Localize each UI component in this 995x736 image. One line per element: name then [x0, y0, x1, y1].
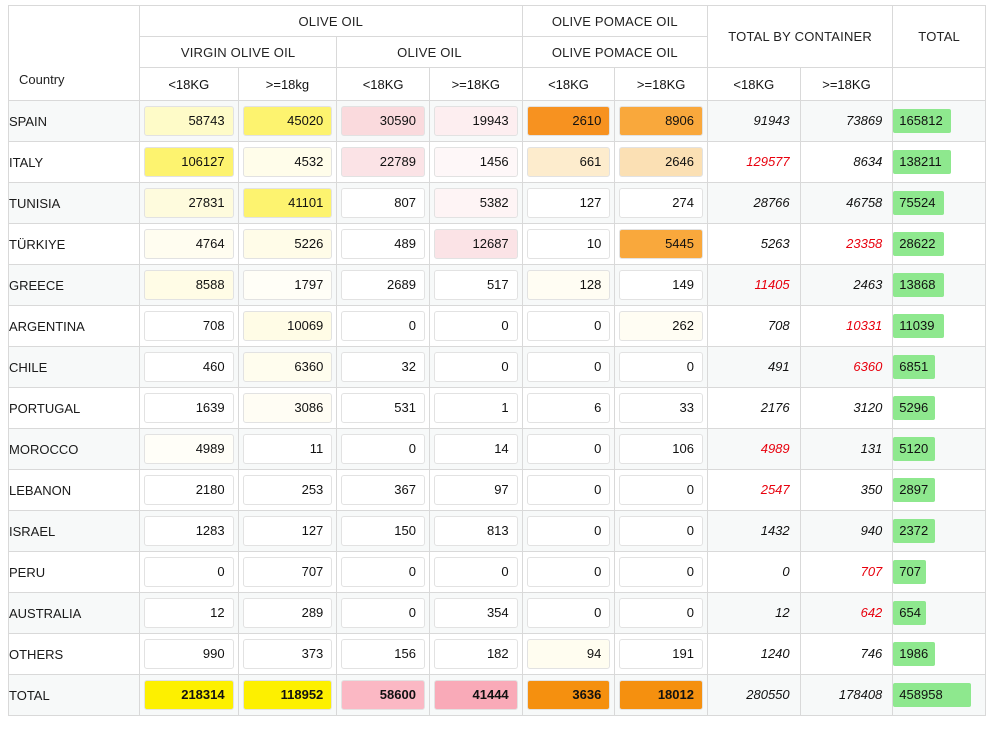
- row-value-cell: 127: [522, 183, 615, 224]
- row-value-cell: 0: [615, 552, 708, 593]
- row-value-cell: 0: [429, 347, 522, 388]
- row-value-cell: 182: [429, 634, 522, 675]
- row-country-label: PORTUGAL: [9, 388, 140, 429]
- table-row: [9, 552, 986, 593]
- row-value-cell: 6: [522, 388, 615, 429]
- row-value-cell: 990: [139, 634, 238, 675]
- row-value-cell: 707: [238, 552, 337, 593]
- row-value-cell: 27831: [139, 183, 238, 224]
- row-value-cell: 0: [522, 470, 615, 511]
- row-value-cell: 0: [522, 593, 615, 634]
- header-total-blank: [893, 68, 986, 101]
- table-row: [9, 470, 986, 511]
- row-value-cell: 94: [522, 634, 615, 675]
- header-unit-pomace-lt18kg: <18KG: [522, 68, 615, 101]
- row-value-cell: 661: [522, 142, 615, 183]
- row-value-cell: 354: [429, 593, 522, 634]
- row-value-cell: 5296: [893, 388, 986, 429]
- row-country-label: ISRAEL: [9, 511, 140, 552]
- row-value-cell: 1456: [429, 142, 522, 183]
- header-group-total: TOTAL: [893, 6, 986, 68]
- row-value-cell: 10331: [800, 306, 893, 347]
- row-value-cell: 33: [615, 388, 708, 429]
- row-value-cell: 10: [522, 224, 615, 265]
- table-body: [9, 101, 986, 716]
- row-value-cell: 45020: [238, 101, 337, 142]
- row-value-cell: 4532: [238, 142, 337, 183]
- row-value-cell: 940: [800, 511, 893, 552]
- row-value-cell: 2646: [615, 142, 708, 183]
- row-value-cell: 289: [238, 593, 337, 634]
- row-value-cell: 12: [707, 593, 800, 634]
- row-value-cell: 5382: [429, 183, 522, 224]
- row-value-cell: 149: [615, 265, 708, 306]
- row-value-cell: 91943: [707, 101, 800, 142]
- row-value-cell: 8906: [615, 101, 708, 142]
- header-unit-container-ge18kg: >=18KG: [800, 68, 893, 101]
- table-row: [9, 183, 986, 224]
- header-group-olive-oil: OLIVE OIL: [139, 6, 522, 37]
- row-value-cell: 0: [429, 552, 522, 593]
- row-value-cell: 0: [615, 511, 708, 552]
- row-value-cell: 4989: [707, 429, 800, 470]
- header-subgroup-olive-oil: OLIVE OIL: [337, 37, 522, 68]
- table-row: [9, 101, 986, 142]
- row-value-cell: 373: [238, 634, 337, 675]
- row-value-cell: 28766: [707, 183, 800, 224]
- header-row-group-top: [9, 6, 986, 37]
- row-value-cell: 2689: [337, 265, 430, 306]
- row-value-cell: 274: [615, 183, 708, 224]
- row-value-cell: 156: [337, 634, 430, 675]
- row-value-cell: 2610: [522, 101, 615, 142]
- row-value-cell: 0: [429, 306, 522, 347]
- header-unit-pomace-ge18kg: >=18KG: [615, 68, 708, 101]
- table-row: [9, 675, 986, 716]
- header-row-units: [9, 68, 986, 101]
- row-value-cell: 73869: [800, 101, 893, 142]
- table-row: [9, 142, 986, 183]
- row-value-cell: 0: [522, 429, 615, 470]
- row-value-cell: 642: [800, 593, 893, 634]
- row-value-cell: 178408: [800, 675, 893, 716]
- row-value-cell: 2180: [139, 470, 238, 511]
- row-value-cell: 1432: [707, 511, 800, 552]
- row-value-cell: 129577: [707, 142, 800, 183]
- row-value-cell: 6360: [238, 347, 337, 388]
- table-header: [9, 6, 986, 101]
- row-value-cell: 0: [337, 593, 430, 634]
- row-value-cell: 106: [615, 429, 708, 470]
- table-row: [9, 634, 986, 675]
- header-country-label: Country: [9, 14, 139, 93]
- row-value-cell: 97: [429, 470, 522, 511]
- row-value-cell: 32: [337, 347, 430, 388]
- row-value-cell: 18012: [615, 675, 708, 716]
- row-value-cell: 1639: [139, 388, 238, 429]
- row-value-cell: 3120: [800, 388, 893, 429]
- row-value-cell: 13868: [893, 265, 986, 306]
- row-value-cell: 131: [800, 429, 893, 470]
- header-subgroup-virgin-olive-oil: VIRGIN OLIVE OIL: [139, 37, 336, 68]
- row-value-cell: 8588: [139, 265, 238, 306]
- row-value-cell: 4989: [139, 429, 238, 470]
- row-value-cell: 253: [238, 470, 337, 511]
- row-value-cell: 12: [139, 593, 238, 634]
- row-country-label: ITALY: [9, 142, 140, 183]
- row-value-cell: 58743: [139, 101, 238, 142]
- row-value-cell: 531: [337, 388, 430, 429]
- row-country-label: TOTAL: [9, 675, 140, 716]
- row-value-cell: 1797: [238, 265, 337, 306]
- row-value-cell: 0: [337, 429, 430, 470]
- row-value-cell: 2176: [707, 388, 800, 429]
- table-row: [9, 388, 986, 429]
- row-value-cell: 127: [238, 511, 337, 552]
- row-value-cell: 0: [139, 552, 238, 593]
- row-value-cell: 11: [238, 429, 337, 470]
- header-unit-oliveoil-lt18kg: <18KG: [337, 68, 430, 101]
- row-value-cell: 262: [615, 306, 708, 347]
- row-value-cell: 367: [337, 470, 430, 511]
- row-value-cell: 5120: [893, 429, 986, 470]
- row-value-cell: 707: [893, 552, 986, 593]
- table-row: [9, 429, 986, 470]
- data-table: [8, 5, 986, 716]
- row-value-cell: 0: [615, 347, 708, 388]
- table-row: [9, 265, 986, 306]
- row-value-cell: 58600: [337, 675, 430, 716]
- row-value-cell: 0: [615, 470, 708, 511]
- row-value-cell: 106127: [139, 142, 238, 183]
- row-country-label: MOROCCO: [9, 429, 140, 470]
- row-value-cell: 0: [615, 593, 708, 634]
- row-country-label: PERU: [9, 552, 140, 593]
- row-value-cell: 350: [800, 470, 893, 511]
- header-group-total-by-container: TOTAL BY CONTAINER: [707, 6, 892, 68]
- row-value-cell: 165812: [893, 101, 986, 142]
- row-value-cell: 489: [337, 224, 430, 265]
- row-value-cell: 6851: [893, 347, 986, 388]
- row-country-label: LEBANON: [9, 470, 140, 511]
- row-value-cell: 0: [337, 552, 430, 593]
- row-value-cell: 11039: [893, 306, 986, 347]
- row-value-cell: 0: [337, 306, 430, 347]
- header-corner-blank: [9, 6, 140, 101]
- row-value-cell: 128: [522, 265, 615, 306]
- row-value-cell: 41101: [238, 183, 337, 224]
- header-unit-container-lt18kg: <18KG: [707, 68, 800, 101]
- row-value-cell: 75524: [893, 183, 986, 224]
- row-value-cell: 41444: [429, 675, 522, 716]
- row-country-label: OTHERS: [9, 634, 140, 675]
- header-unit-virgin-lt18kg: <18KG: [139, 68, 238, 101]
- row-value-cell: 5263: [707, 224, 800, 265]
- olive-oil-imports-table: [8, 5, 986, 733]
- row-value-cell: 1: [429, 388, 522, 429]
- row-value-cell: 3636: [522, 675, 615, 716]
- table-row: [9, 224, 986, 265]
- header-unit-virgin-ge18kg: >=18kg: [238, 68, 337, 101]
- row-value-cell: 460: [139, 347, 238, 388]
- row-value-cell: 150: [337, 511, 430, 552]
- row-value-cell: 118952: [238, 675, 337, 716]
- row-value-cell: 191: [615, 634, 708, 675]
- table-row: [9, 347, 986, 388]
- row-country-label: TUNISIA: [9, 183, 140, 224]
- row-country-label: CHILE: [9, 347, 140, 388]
- row-value-cell: 807: [337, 183, 430, 224]
- row-value-cell: 0: [522, 347, 615, 388]
- row-country-label: ARGENTINA: [9, 306, 140, 347]
- row-value-cell: 30590: [337, 101, 430, 142]
- row-value-cell: 5445: [615, 224, 708, 265]
- row-value-cell: 280550: [707, 675, 800, 716]
- header-subgroup-olive-pomace-oil: OLIVE POMACE OIL: [522, 37, 707, 68]
- row-value-cell: 0: [522, 511, 615, 552]
- row-value-cell: 23358: [800, 224, 893, 265]
- row-value-cell: 1283: [139, 511, 238, 552]
- row-value-cell: 3086: [238, 388, 337, 429]
- row-value-cell: 10069: [238, 306, 337, 347]
- row-value-cell: 0: [707, 552, 800, 593]
- row-country-label: SPAIN: [9, 101, 140, 142]
- row-value-cell: 12687: [429, 224, 522, 265]
- table-row: [9, 511, 986, 552]
- row-value-cell: 6360: [800, 347, 893, 388]
- row-value-cell: 0: [522, 306, 615, 347]
- row-value-cell: 11405: [707, 265, 800, 306]
- row-value-cell: 22789: [337, 142, 430, 183]
- row-value-cell: 218314: [139, 675, 238, 716]
- row-value-cell: 2547: [707, 470, 800, 511]
- header-group-olive-pomace-oil: OLIVE POMACE OIL: [522, 6, 707, 37]
- row-country-label: AUSTRALIA: [9, 593, 140, 634]
- row-value-cell: 0: [522, 552, 615, 593]
- row-value-cell: 19943: [429, 101, 522, 142]
- row-value-cell: 46758: [800, 183, 893, 224]
- table-row: [9, 306, 986, 347]
- row-value-cell: 1986: [893, 634, 986, 675]
- row-value-cell: 1240: [707, 634, 800, 675]
- row-country-label: GREECE: [9, 265, 140, 306]
- row-value-cell: 2897: [893, 470, 986, 511]
- row-value-cell: 14: [429, 429, 522, 470]
- row-value-cell: 708: [707, 306, 800, 347]
- row-value-cell: 707: [800, 552, 893, 593]
- row-value-cell: 2463: [800, 265, 893, 306]
- row-country-label: TÜRKIYE: [9, 224, 140, 265]
- row-value-cell: 138211: [893, 142, 986, 183]
- row-value-cell: 28622: [893, 224, 986, 265]
- header-unit-oliveoil-ge18kg: >=18KG: [429, 68, 522, 101]
- row-value-cell: 654: [893, 593, 986, 634]
- row-value-cell: 708: [139, 306, 238, 347]
- table-row: [9, 593, 986, 634]
- row-value-cell: 458958: [893, 675, 986, 716]
- row-value-cell: 5226: [238, 224, 337, 265]
- row-value-cell: 4764: [139, 224, 238, 265]
- row-value-cell: 8634: [800, 142, 893, 183]
- row-value-cell: 813: [429, 511, 522, 552]
- row-value-cell: 491: [707, 347, 800, 388]
- row-value-cell: 517: [429, 265, 522, 306]
- row-value-cell: 746: [800, 634, 893, 675]
- row-value-cell: 2372: [893, 511, 986, 552]
